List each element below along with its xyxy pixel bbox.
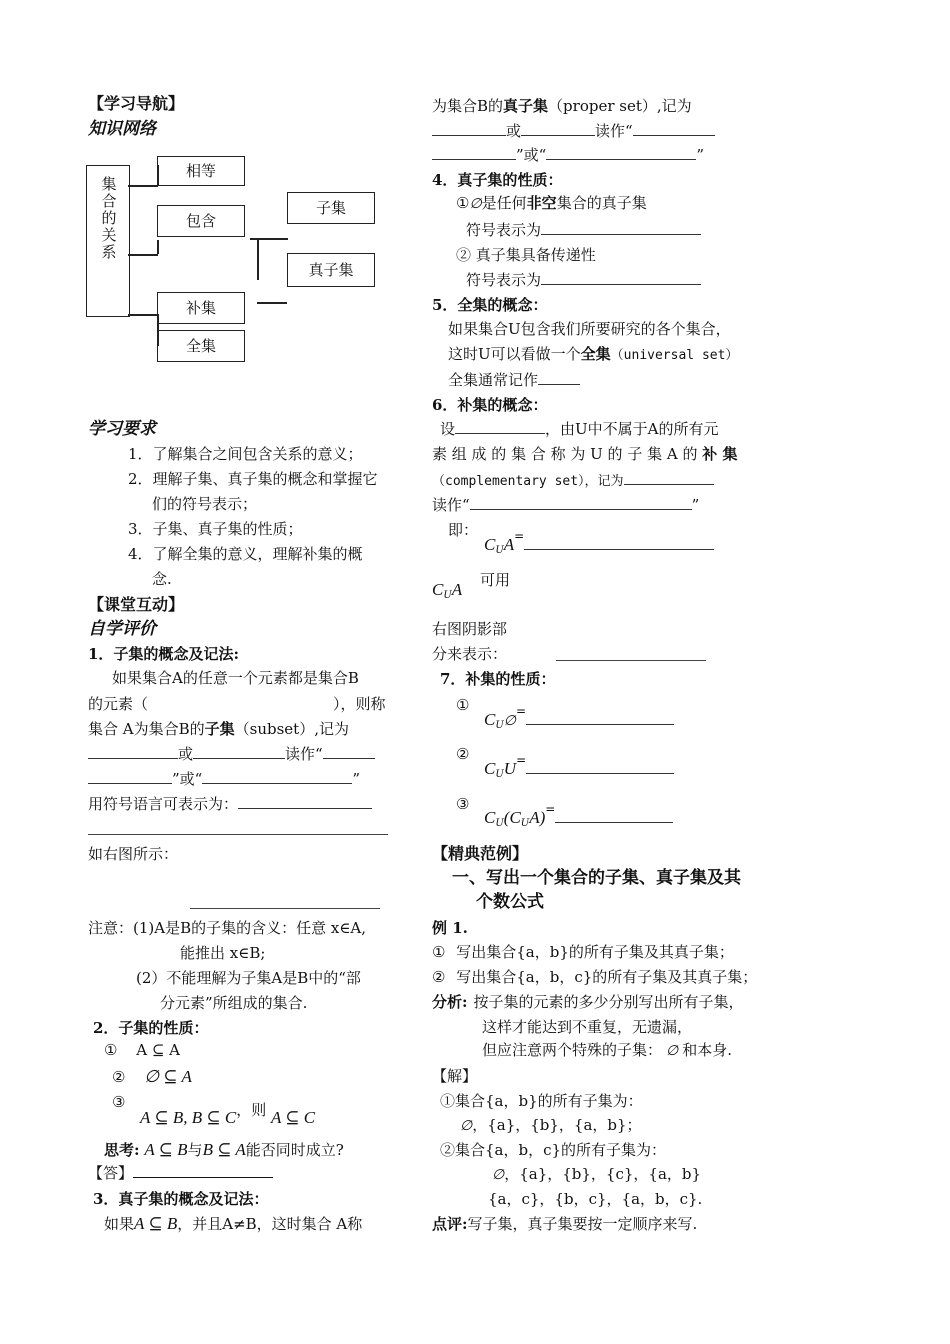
- ex1-q1: [432, 944, 734, 961]
- empty-set-symbol: ∅: [460, 1119, 473, 1134]
- note2-line2: 分元素”所组成的集合.: [160, 994, 308, 1012]
- comment-line: [432, 1216, 697, 1233]
- ex1-q1-num: ①: [432, 943, 446, 961]
- blank[interactable]: [526, 761, 674, 774]
- analysis-text3: 但应注意两个特殊的子集：: [482, 1041, 663, 1059]
- s1-line5: [88, 771, 360, 788]
- cu-subscript: U: [520, 818, 530, 829]
- s1-line3c: （subset）,记为: [234, 720, 349, 738]
- blank[interactable]: [323, 746, 375, 759]
- answer-line: [88, 1165, 273, 1182]
- think-c: B ⊆ A: [202, 1140, 246, 1159]
- s4-sym1: [466, 222, 701, 239]
- s4-title: 4．真子集的性质：: [432, 171, 563, 189]
- cu-symbol: C: [484, 710, 496, 729]
- empty-set-symbol: ∅: [503, 714, 516, 729]
- s1-line1: 如果集合A的任意一个元素都是集合B: [112, 669, 359, 687]
- s4-p1-text: 是任何: [481, 194, 527, 212]
- blank[interactable]: [555, 810, 673, 823]
- cu-symbol: C: [484, 535, 496, 554]
- s2-title: 2．子集的性质：: [93, 1019, 209, 1037]
- s1-line4: [88, 746, 375, 763]
- equals: =: [515, 704, 527, 718]
- ex1-q2-num: ②: [432, 968, 446, 986]
- s7-title: 7．补集的性质：: [440, 670, 556, 688]
- blank[interactable]: [193, 746, 285, 759]
- s6-line3: [432, 472, 714, 490]
- sol2-sets1-text: ，{a}，{b}，{c}，{a，b}: [504, 1165, 702, 1183]
- c3-expr: [484, 803, 673, 830]
- s6-line3a: （complementary set），记为: [432, 474, 624, 489]
- diagram-complement-box: 补集: [157, 292, 245, 324]
- cu-arg: A: [503, 535, 515, 554]
- r-line1a: 为集合B的: [432, 97, 504, 115]
- cu-subscript: U: [495, 545, 504, 556]
- s1-subset-term: 子集: [204, 720, 235, 738]
- blank[interactable]: [541, 272, 701, 285]
- blank[interactable]: [521, 123, 595, 136]
- complement-term: 补 集: [702, 445, 738, 463]
- s6-line4: [432, 497, 699, 514]
- s5-line1: 如果集合U包含我们所要研究的各个集合，: [448, 320, 731, 338]
- cu-symbol: C: [484, 759, 496, 778]
- diagram-root-label: 集合的关系: [99, 176, 118, 261]
- note2-line1: (2）不能理解为子集A是B中的“部: [136, 969, 361, 987]
- blank[interactable]: [541, 222, 701, 235]
- r-line1: [432, 98, 692, 115]
- network-title: 知识网络: [88, 119, 156, 139]
- blank-line[interactable]: [556, 660, 706, 661]
- ex-title-line2: 个数公式: [476, 892, 544, 912]
- c3-num: ③: [456, 795, 470, 813]
- analysis-line2: 这样才能达到不重复，无遗漏，: [482, 1018, 693, 1036]
- ex1-q2: [432, 969, 757, 986]
- universal-term: 全集: [580, 345, 611, 363]
- s5-line2: [448, 346, 738, 364]
- s1-or-quote: ”或“: [172, 770, 203, 788]
- s1-line3a: 集合 A为集合B的: [88, 720, 205, 738]
- ex1-label: 例 1.: [432, 919, 468, 937]
- blank[interactable]: [624, 472, 714, 485]
- blank[interactable]: [546, 147, 696, 160]
- prop3-then: ，则: [236, 1101, 267, 1119]
- prop1: [104, 1042, 180, 1059]
- think-d: 能否同时成立?: [245, 1141, 344, 1159]
- requirement-item: 们的符号表示；: [152, 495, 258, 513]
- s6-title: 6．补集的概念：: [432, 396, 548, 414]
- diagram-connector: [128, 254, 158, 256]
- blank[interactable]: [526, 712, 674, 725]
- s1-close-quote: ”: [352, 770, 361, 788]
- s3-line1: [104, 1214, 362, 1234]
- blank[interactable]: [88, 771, 172, 784]
- sol2-sets2: {a，c}，{b，c}，{a，b，c}.: [488, 1190, 703, 1208]
- nav-header: 【学习导航】: [88, 94, 185, 113]
- equals: =: [514, 529, 525, 543]
- sol2-line: ②集合{a，b，c}的所有子集为：: [440, 1141, 667, 1159]
- s4-sym2: [466, 272, 701, 289]
- diagram-connector: [157, 240, 159, 254]
- s4-p1-nonempty: 非空: [526, 194, 557, 212]
- prop3-premise: A ⊆ B, B ⊆ C: [140, 1108, 237, 1127]
- blank[interactable]: [524, 537, 714, 550]
- blank-line[interactable]: [88, 834, 388, 835]
- prop1-num: ①: [104, 1041, 118, 1059]
- sol1-sets: [460, 1117, 642, 1135]
- s1-symbol-label: 用符号语言可表示为：: [88, 795, 239, 813]
- note1-line2: 能推出 x∈B;: [180, 944, 266, 962]
- solution-label: 【解】: [432, 1067, 478, 1085]
- empty-set-symbol: ∅: [666, 1044, 679, 1059]
- diagram-include-box: 包含: [157, 205, 245, 237]
- analysis-line3: [482, 1042, 732, 1060]
- s1-line6: [88, 796, 372, 813]
- sol2-sets1: [492, 1166, 701, 1184]
- diagram-equal-box: 相等: [157, 156, 245, 186]
- think-line: [104, 1140, 344, 1160]
- cu-arg: A: [451, 580, 463, 599]
- s3-subset-expr: A ⊆ B: [134, 1214, 178, 1233]
- cu-subscript: U: [495, 818, 504, 829]
- c3-arg: A): [529, 808, 546, 827]
- analysis-text3-end: 和本身.: [682, 1041, 732, 1059]
- blank[interactable]: [432, 147, 516, 160]
- diagram-universal-box: 全集: [157, 330, 245, 362]
- complement-expr-1: [484, 530, 714, 557]
- s1-line7: 如右图所示：: [88, 845, 179, 863]
- c1-expr: [484, 705, 674, 732]
- cu-subscript: U: [443, 590, 452, 601]
- prop3: [140, 1102, 315, 1128]
- analysis-text1: 按子集的元素的多少分别写出所有子集，: [473, 993, 744, 1011]
- requirement-item: 4．了解全集的意义，理解补集的概: [128, 545, 363, 563]
- proper-subset-term: 真子集: [503, 97, 549, 115]
- s1-read-as: 读作“: [285, 745, 323, 763]
- s3-title: 3．真子集的概念及记法：: [93, 1190, 269, 1208]
- empty-set-symbol: ∅: [469, 197, 482, 212]
- diagram-connector: [157, 314, 159, 346]
- s1-or: 或: [178, 745, 194, 763]
- diagram-proper-subset-box: 真子集: [287, 253, 375, 287]
- requirements-title: 学习要求: [88, 419, 156, 439]
- s4-p1-rest: 集合的真子集: [556, 194, 647, 212]
- s6-ji: 即：: [448, 521, 479, 539]
- equals: =: [516, 753, 527, 767]
- r-or: 或: [506, 122, 522, 140]
- cu-subscript: U: [495, 769, 504, 780]
- blank[interactable]: [470, 497, 692, 510]
- s5-line3: [448, 372, 580, 389]
- s6-read-as: 读作“: [432, 496, 470, 514]
- shade-line2: 分来表示：: [432, 645, 508, 663]
- diagram-connector: [257, 238, 259, 280]
- ex1-q1-text: 写出集合{a，b}的所有子集及其真子集；: [456, 943, 734, 961]
- r-line3: [432, 147, 704, 164]
- prop2-text: ∅ ⊆ A: [144, 1067, 192, 1086]
- blank[interactable]: [202, 771, 352, 784]
- prop3-conclusion: A ⊆ C: [270, 1108, 316, 1127]
- blank[interactable]: [538, 372, 580, 385]
- class-header: 【课堂互动】: [88, 595, 185, 614]
- equals: =: [545, 802, 556, 816]
- s1-line3: [88, 721, 349, 738]
- s6-let: 设: [440, 420, 456, 438]
- s4-sym2-label: 符号表示为: [466, 271, 542, 289]
- diagram-connector: [128, 314, 158, 316]
- shade-line1: 右图阴影部: [432, 620, 508, 638]
- prop2-num: ②: [112, 1068, 126, 1086]
- s1-line2a: 的元素（: [88, 695, 149, 713]
- s6-line2a: 素 组 成 的 集 合 称 为 U 的 子 集 A 的: [432, 445, 698, 463]
- requirement-item: 2．理解子集、真子集的概念和掌握它: [128, 470, 378, 488]
- blank[interactable]: [88, 746, 178, 759]
- comment-text: 写子集，真子集要按一定顺序来写.: [467, 1215, 698, 1233]
- can-use: 可用: [480, 571, 511, 589]
- answer-label: 【答】: [88, 1164, 134, 1182]
- s1-title: 1．子集的概念及记法:: [88, 645, 239, 663]
- requirement-item: 念.: [152, 570, 172, 588]
- r-or-quote: ”或“: [516, 146, 547, 164]
- s3-if: 如果: [104, 1215, 135, 1233]
- ex-title-line1: 一、写出一个集合的子集、真子集及其: [452, 868, 741, 888]
- s1-line2b: ），则称: [333, 695, 386, 713]
- s5-line2a: 这时U可以看做一个: [448, 345, 581, 363]
- diagram-subset-box: 子集: [287, 192, 375, 224]
- requirement-item: 3．子集、真子集的性质；: [128, 520, 303, 538]
- s3-line1-rest: ，并且A≠B，这时集合 A称: [177, 1215, 363, 1233]
- blank[interactable]: [455, 421, 545, 434]
- s6-line1: [440, 421, 719, 438]
- r-line1c: （proper set）,记为: [548, 97, 692, 115]
- diagram-connector: [250, 238, 288, 240]
- s4-sym1-label: 符号表示为: [466, 221, 542, 239]
- s6-line1-rest: ，由U中不属于A的所有元: [545, 420, 719, 438]
- blank[interactable]: [238, 796, 372, 809]
- analysis-line1: [432, 994, 744, 1011]
- r-close-quote: ”: [696, 146, 705, 164]
- s4-prop2: ② 真子集具备传递性: [456, 246, 596, 264]
- c2-num: ②: [456, 745, 470, 763]
- diagram-root-box: [86, 165, 130, 317]
- complement-expr-2: [432, 580, 462, 602]
- requirement-item: 1．了解集合之间包含关系的意义；: [128, 445, 363, 463]
- answer-blank[interactable]: [133, 1165, 273, 1178]
- paren-open: (: [503, 808, 510, 827]
- s5-title: 5．全集的概念：: [432, 296, 548, 314]
- diagram-connector: [257, 302, 287, 304]
- diagram-connector: [128, 185, 158, 187]
- note1-line1: 注意：(1)A是B的子集的含义：任意 x∈A,: [88, 919, 367, 937]
- prop3-num: ③: [112, 1093, 126, 1111]
- sol1-sets-text: ，{a}，{b}，{a，b}；: [472, 1116, 642, 1134]
- cu-subscript: U: [495, 720, 504, 731]
- examples-header: 【精典范例】: [432, 844, 529, 863]
- self-eval-title: 自学评价: [88, 619, 156, 639]
- blank[interactable]: [633, 123, 715, 136]
- s4-p1-num: ①: [456, 194, 470, 212]
- ex1-q2-text: 写出集合{a，b，c}的所有子集及其真子集；: [456, 968, 758, 986]
- r-line2: [432, 123, 715, 140]
- blank[interactable]: [432, 123, 506, 136]
- r-read-as: 读作“: [595, 122, 633, 140]
- think-b: 与: [187, 1141, 203, 1159]
- think-label: 思考:: [104, 1141, 140, 1159]
- c2-expr: [484, 754, 674, 781]
- s6-line2: [432, 446, 737, 463]
- empty-set-symbol: ∅: [492, 1168, 505, 1183]
- s4-prop1: [456, 195, 647, 213]
- comment-label: 点评:: [432, 1215, 468, 1233]
- s5-line2c: （universal set）: [610, 348, 739, 363]
- cu-symbol: C: [509, 808, 521, 827]
- c2-arg: U: [503, 759, 517, 778]
- blank-line[interactable]: [190, 908, 380, 909]
- s5-line3-label: 全集通常记作: [448, 371, 539, 389]
- s6-close-quote: ”: [691, 496, 700, 514]
- c1-num: ①: [456, 696, 470, 714]
- sol1-line: ①集合{a，b}的所有子集为：: [440, 1092, 643, 1110]
- cu-symbol: C: [484, 808, 496, 827]
- prop2: [112, 1067, 192, 1087]
- s1-line2: [88, 696, 386, 713]
- cu-symbol: C: [432, 580, 444, 599]
- think-a: A ⊆ B: [144, 1140, 188, 1159]
- diagram-connector: [157, 165, 159, 185]
- prop1-text: A ⊆ A: [136, 1041, 181, 1059]
- analysis-label: 分析:: [432, 993, 468, 1011]
